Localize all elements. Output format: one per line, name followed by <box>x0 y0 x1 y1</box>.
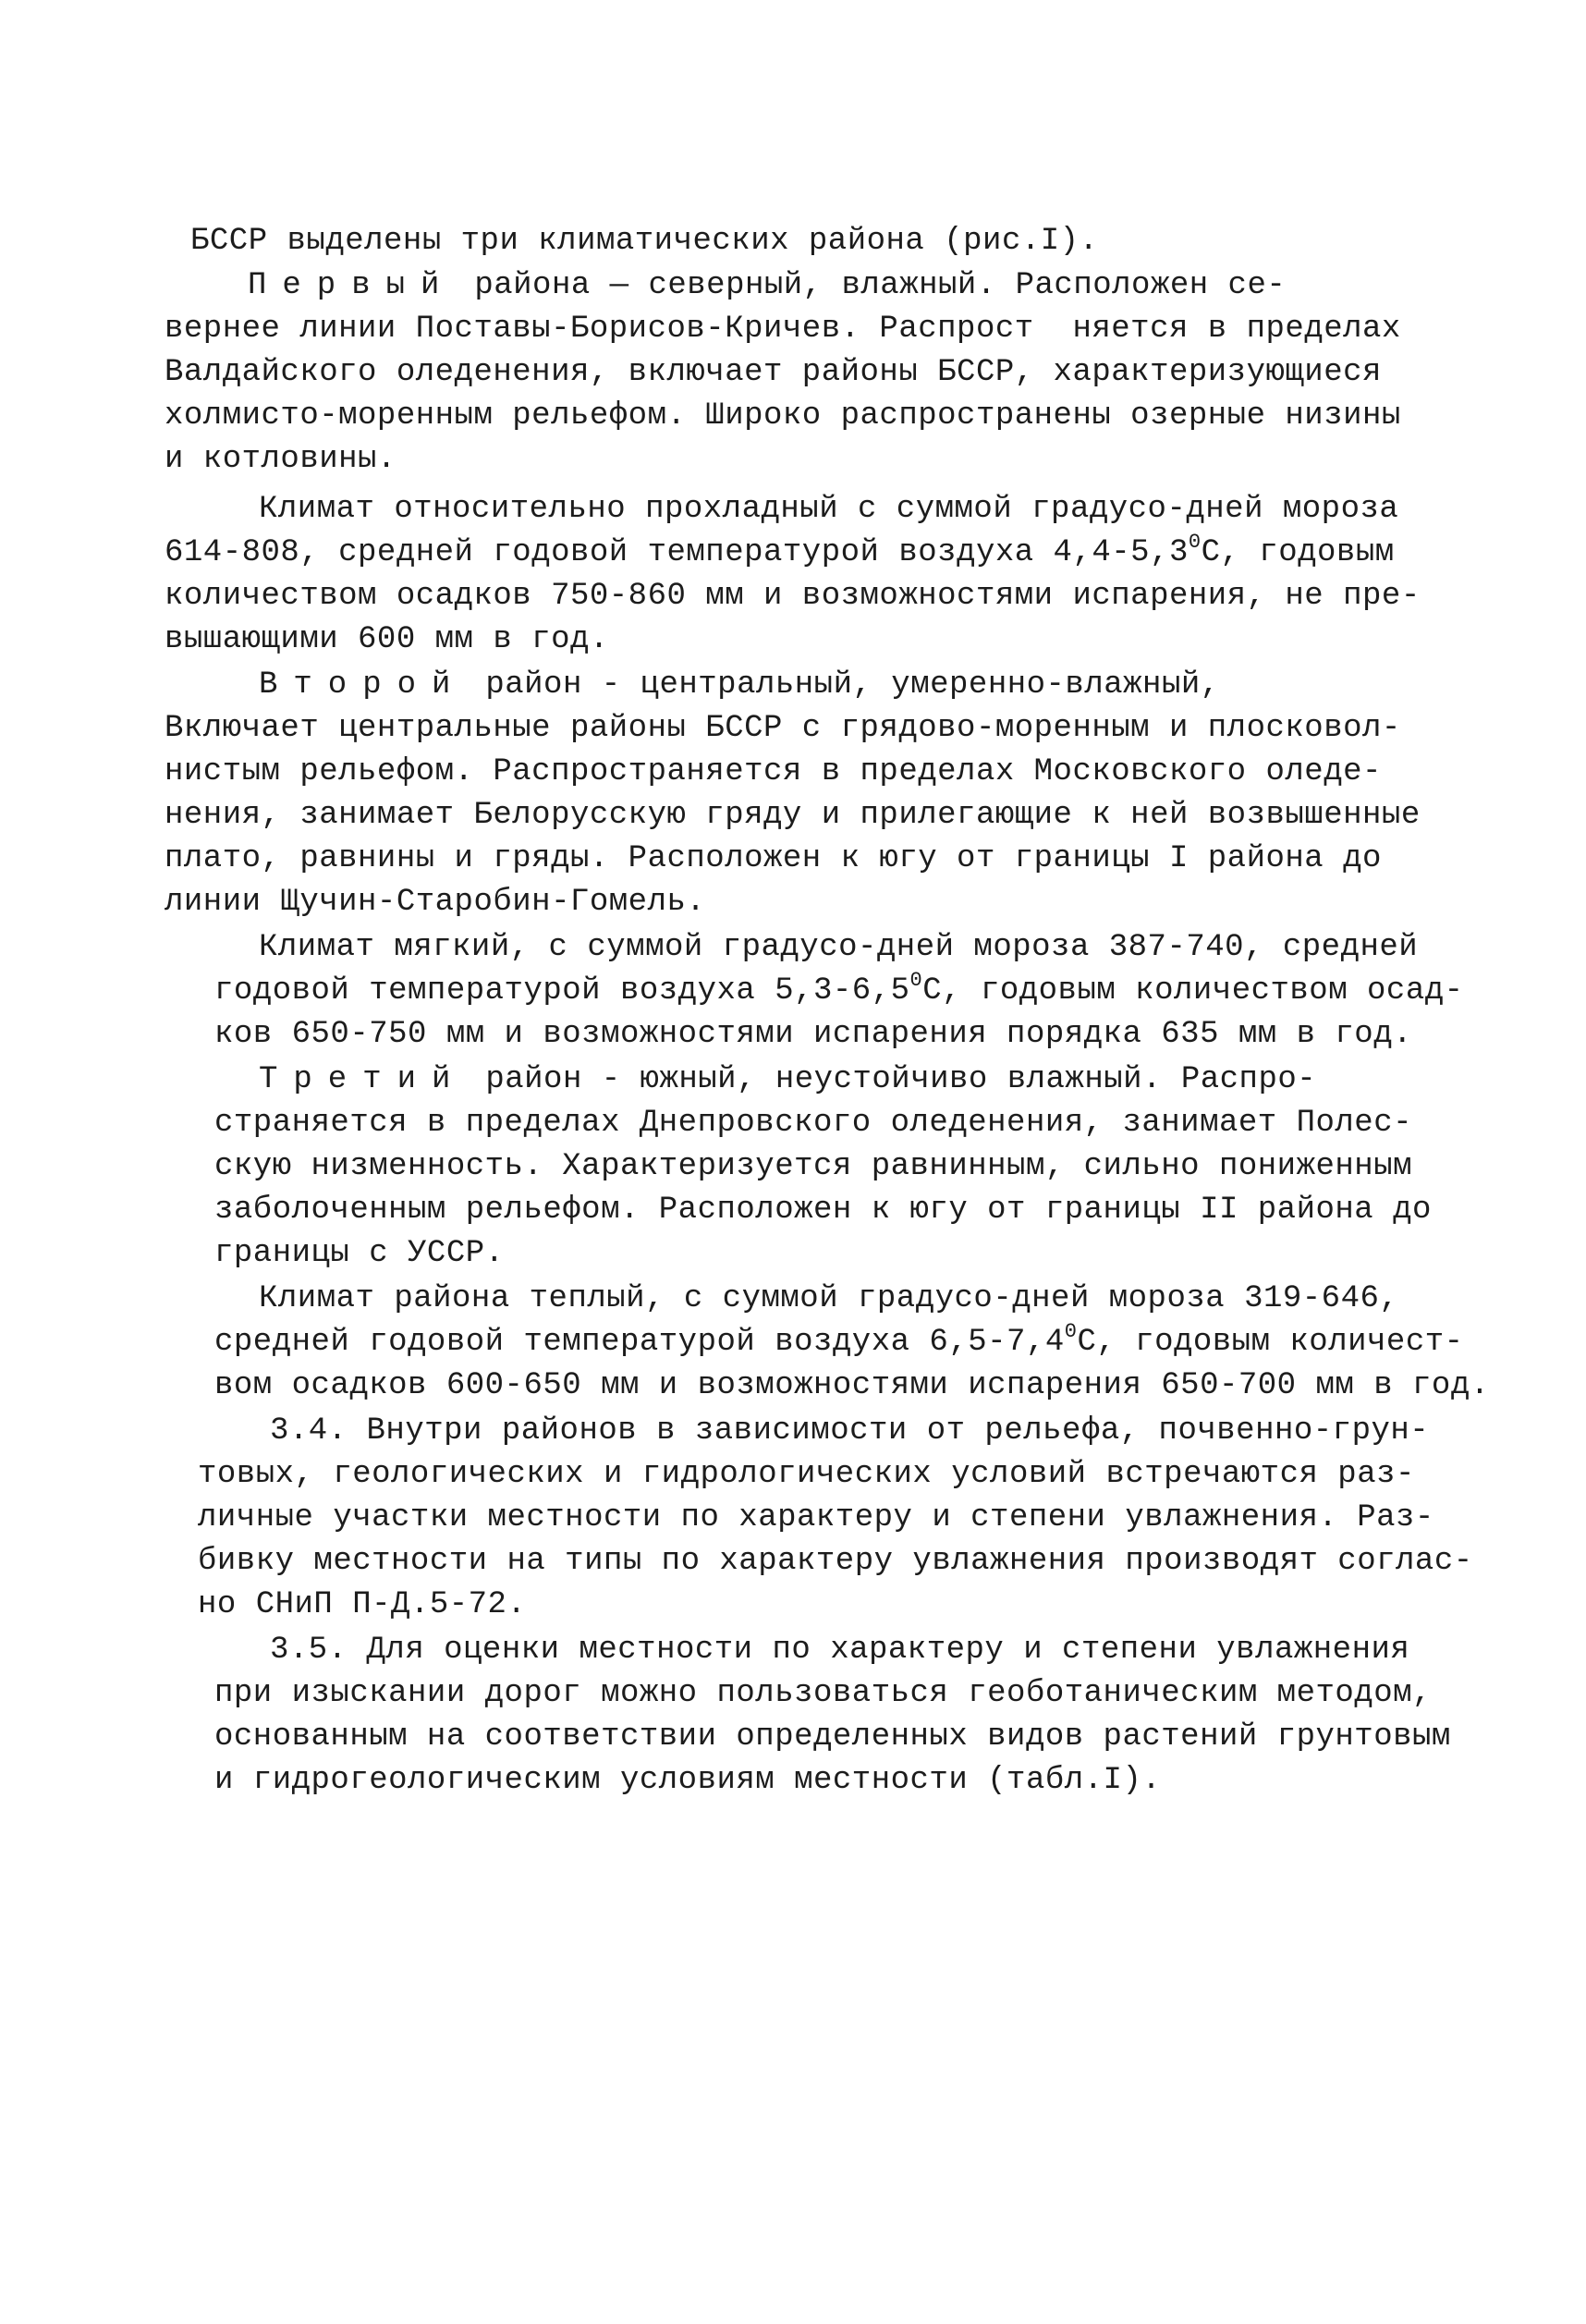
text-line: Валдайского оледенения, включает районы БССР, характеризующиеся <box>165 355 1382 390</box>
text-line: бивку местности на типы по характеру увлажнения производят соглас- <box>198 1544 1473 1579</box>
text-line: товых, геологических и гидрологических условий встречаются раз- <box>198 1457 1415 1492</box>
text-line: холмисто-моренным рельефом. Широко распространены озерные низины <box>165 398 1401 434</box>
text-line: и гидрогеологическим условиям местности (табл.I). <box>214 1763 1162 1798</box>
text-line: Климат района теплый, с суммой градусо-дней мороза 319-646, <box>259 1281 1399 1316</box>
text-line: заболоченным рельефом. Расположен к югу от границы II района до <box>214 1193 1432 1228</box>
text-line: ков 650-750 мм и возможностями испарения порядка 635 мм в год. <box>214 1017 1413 1052</box>
text-line: основанным на соответствии определенных видов растений грунтовым <box>214 1719 1451 1755</box>
text-line: годовой температурой воздуха $5,3-6,5^0C$, годовым количеством осад- <box>214 969 1464 1009</box>
text-line: личные участки местности по характеру и степени увлажнения. Раз- <box>198 1500 1434 1535</box>
text-line: границы с УССР. <box>214 1236 505 1271</box>
text-line: 3.4. Внутри районов в зависимости от рельефа, почвенно-грун- <box>270 1413 1430 1449</box>
text-line: и котловины. <box>165 442 396 477</box>
text-line: Третий район - южный, неустойчиво влажный. Распро- <box>259 1062 1317 1097</box>
text-line: при изыскании дорог можно пользоваться геоботаническим методом, <box>214 1676 1432 1711</box>
text-line: нения, занимает Белорусскую гряду и прилегающие к ней возвышенные <box>165 798 1421 833</box>
text-line: Климат мягкий, с суммой градусо-дней мороза 387-740, средней <box>259 930 1419 965</box>
text-line: страняется в пределах Днепровского оледенения, занимает Полес- <box>214 1106 1413 1141</box>
spaced-heading-word: Второй <box>259 667 467 703</box>
text-line: количеством осадков 750-860 мм и возможностями испарения, не пре- <box>165 579 1421 614</box>
text-line: линии Щучин-Старобин-Гомель. <box>165 885 706 920</box>
text-line: вышающими 600 мм в год. <box>165 622 609 657</box>
text-line: вернее линии Поставы-Борисов-Кричев. Распрост няется в пределах <box>165 312 1401 347</box>
text-line: 3.5. Для оценки местности по характеру и степени увлажнения <box>270 1633 1410 1668</box>
text-line: 614-808, средней годовой температурой воздуха $4,4-5,3^0C$, годовым <box>165 531 1395 570</box>
spaced-heading-word: Первый <box>248 268 456 303</box>
spaced-heading-word: Третий <box>259 1062 467 1097</box>
text-line: БССР выделены три климатических района (рис.I). <box>190 224 1099 259</box>
text-line: нистым рельефом. Распространяется в пределах Московского оледе- <box>165 754 1382 789</box>
text-line: скую низменность. Характеризуется равнинным, сильно пониженным <box>214 1149 1413 1184</box>
text-line: Включает центральные районы БССР с грядово-моренным и плосковол- <box>165 711 1401 746</box>
text-line: Климат относительно прохладный с суммой градусо-дней мороза <box>259 492 1399 527</box>
text-line: Второй район - центральный, умеренно-влажный, <box>259 667 1220 703</box>
text-line: вом осадков 600-650 мм и возможностями испарения 650-700 мм в год. <box>214 1368 1490 1403</box>
text-line: плато, равнины и гряды. Расположен к югу от границы I района до <box>165 841 1382 876</box>
text-line: но СНиП П-Д.5-72. <box>198 1587 527 1622</box>
text-line: Первый района — северный, влажный. Расположен се- <box>248 268 1287 303</box>
text-line: средней годовой температурой воздуха $6,5-7,4^0C$, годовым количест- <box>214 1320 1464 1360</box>
